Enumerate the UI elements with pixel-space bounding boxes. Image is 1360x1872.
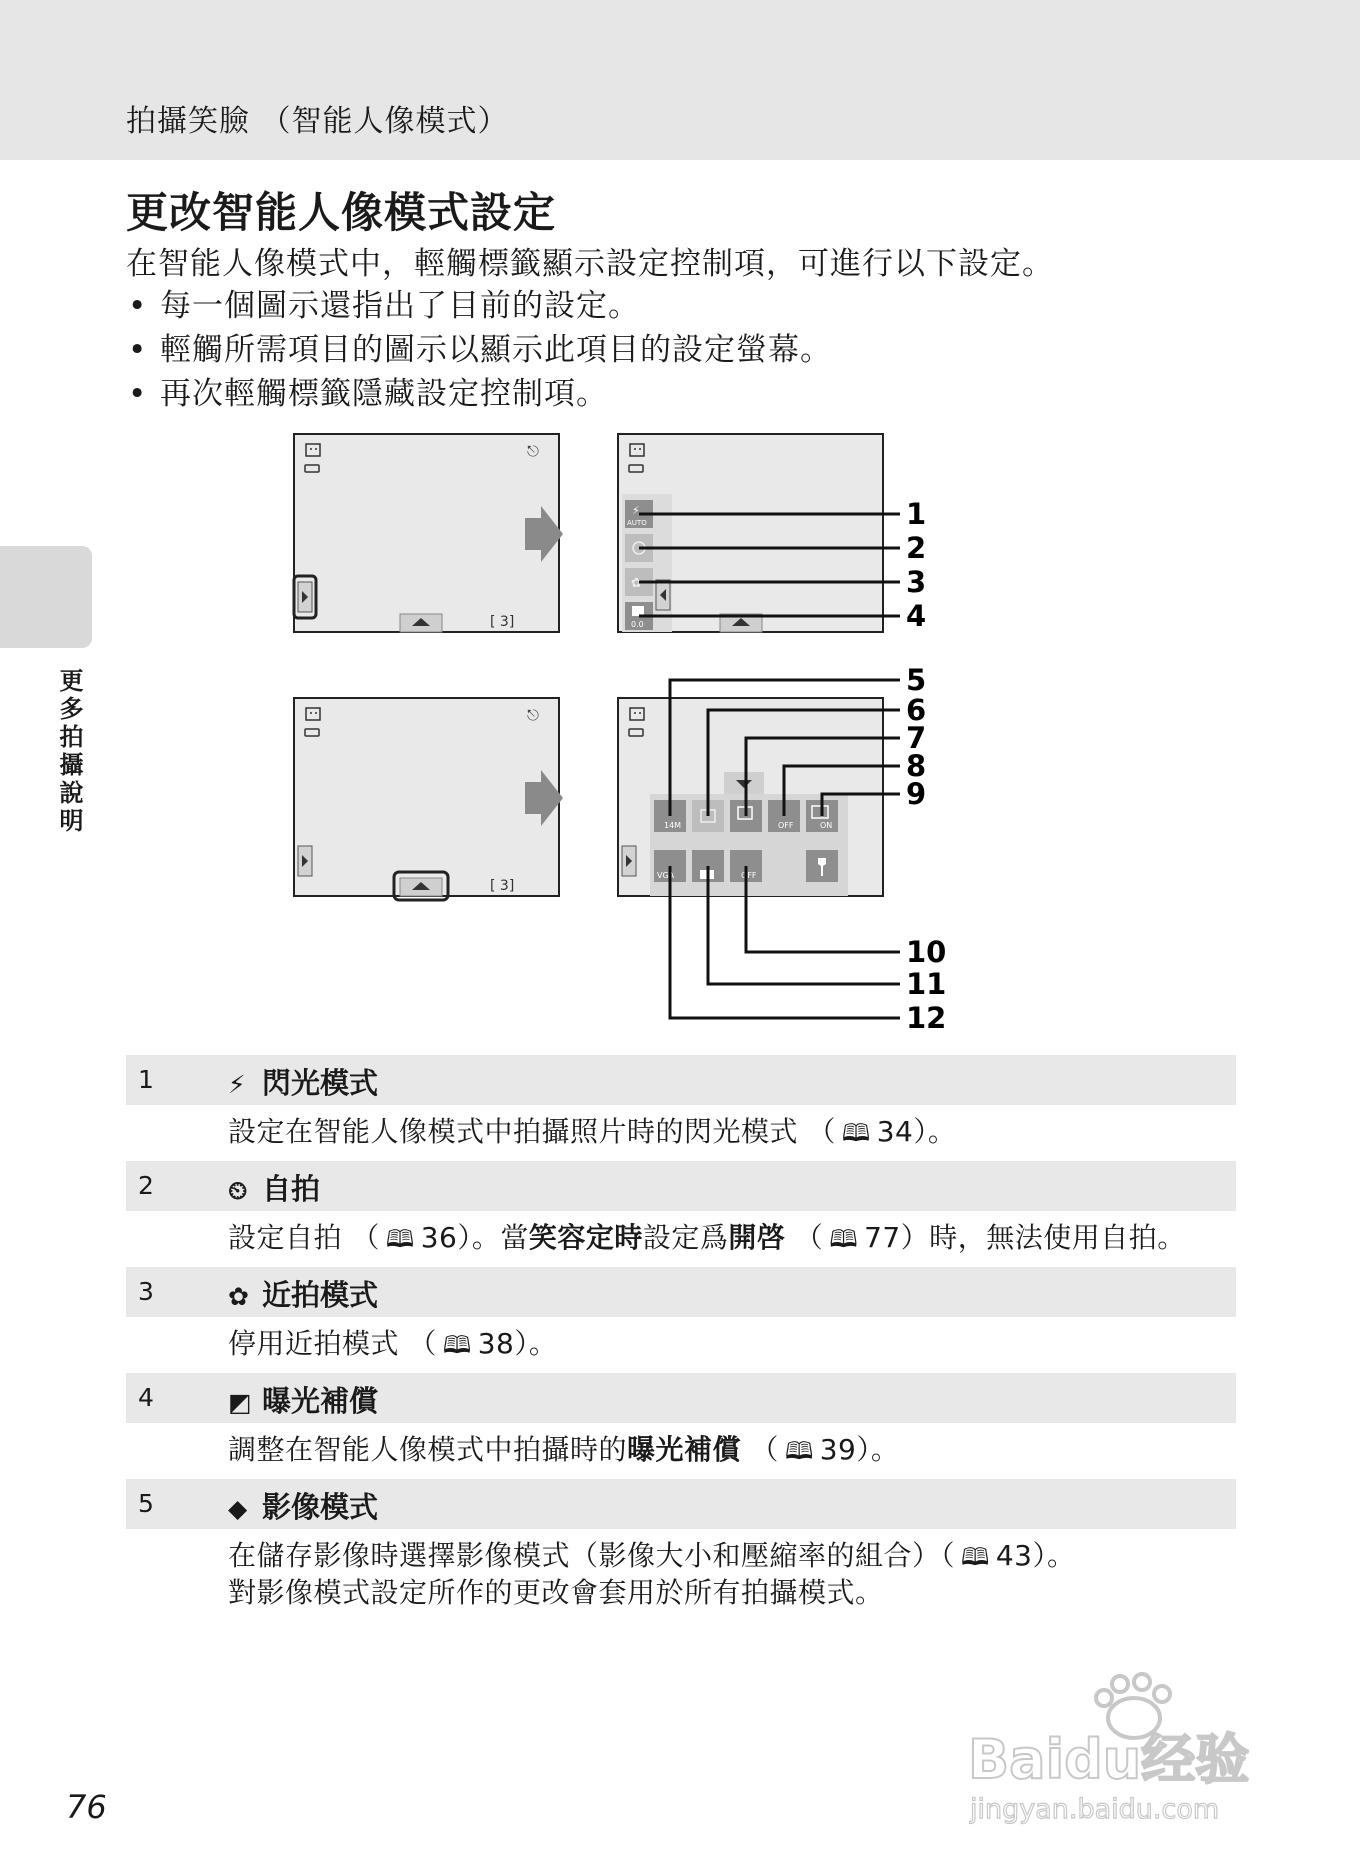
item-title [228, 1273, 378, 1314]
bottom-tab-button[interactable] [400, 878, 442, 896]
item-description [126, 1211, 1236, 1267]
settings-diagram [280, 430, 1080, 1040]
wind-noise-off-label: OFF [741, 871, 757, 880]
svg-text:✿: ✿ [631, 576, 642, 591]
blink-warning-on-label: ON [820, 821, 833, 830]
exposure-value: 0.0 [631, 620, 644, 629]
callout-7: 7 [906, 721, 927, 755]
setup-wrench-icon[interactable] [806, 850, 838, 882]
frames-remaining: [ 3] [490, 614, 515, 630]
callout-8: 8 [906, 749, 927, 783]
settings-tab-button[interactable] [622, 846, 636, 876]
callout-5: 5 [906, 663, 927, 697]
body-text: 設定自拍 （ [228, 1221, 380, 1254]
callout-6: 6 [906, 693, 927, 727]
item-title-text: 閃光模式 [262, 1066, 379, 1100]
page-reference-number: 36 [420, 1221, 458, 1254]
intro-text: 在智能人像模式中，輕觸標籤顯示設定控制項，可進行以下設定。 [126, 246, 1054, 282]
callout-9: 9 [906, 777, 927, 811]
item-number: 5 [138, 1489, 154, 1518]
item-description [126, 1105, 1236, 1161]
page-reference-number: 43 [995, 1539, 1033, 1572]
settings-description-table [126, 1055, 1236, 1620]
body-text: ）。當 [457, 1221, 529, 1254]
body-text: ）。 [1032, 1539, 1076, 1572]
section-title: 拍攝笑臉 （智能人像模式） [126, 104, 509, 139]
body-text: 對影像模式設定所作的更改會套用於所有拍攝模式。 [228, 1576, 884, 1609]
page-number: 76 [66, 1788, 107, 1826]
screen-b [618, 434, 926, 633]
screen-c [294, 698, 559, 900]
movie-size-label: VGA [657, 871, 675, 880]
item-description [126, 1529, 1236, 1620]
body-text: （ [785, 1221, 824, 1254]
image-mode-icon: ◆ [228, 1494, 248, 1523]
item-title [228, 1485, 378, 1526]
page-reference [823, 1221, 900, 1254]
item-row-header [126, 1479, 1236, 1529]
exposure-compensation-icon: ◩ [228, 1388, 252, 1417]
side-tab [0, 546, 92, 648]
body-text: （ [741, 1433, 779, 1466]
watermark-brand: Baidu经验 [968, 1728, 1250, 1791]
watermark-logo [968, 1668, 1288, 1828]
frames-remaining: [ 3] [490, 878, 515, 894]
page-reference-number: 77 [864, 1221, 901, 1254]
callout-10: 10 [906, 935, 947, 969]
body-text: ）。 [856, 1433, 900, 1466]
collapse-tab-button[interactable] [656, 580, 670, 610]
settings-tab-button[interactable] [298, 846, 312, 876]
page-reference-number: 39 [819, 1433, 857, 1466]
body-text: 調整在智能人像模式中拍攝時的 [228, 1433, 628, 1466]
item-description [126, 1423, 1236, 1479]
emphasis-text: 開啓 [728, 1221, 786, 1254]
book-icon: 🕮 [841, 1119, 871, 1147]
body-text: 停用近拍模式 （ [228, 1327, 437, 1360]
book-icon: 🕮 [784, 1437, 814, 1465]
bullet-item: • 再次輕觸標籤隱藏設定控制項。 [126, 372, 832, 416]
body-text: ）。 [514, 1327, 558, 1360]
settings-tab-button[interactable] [298, 582, 312, 612]
page-reference-number: 34 [876, 1115, 914, 1148]
page-reference [955, 1539, 1032, 1572]
page-reference [437, 1327, 514, 1360]
item-title [228, 1379, 378, 1420]
callout-3: 3 [906, 565, 927, 599]
book-icon: 🕮 [385, 1225, 415, 1253]
bullet-item: • 輕觸所需項目的圖示以顯示此項目的設定螢幕。 [126, 328, 832, 372]
emphasis-text: 曝光補償 [627, 1433, 742, 1466]
page-reference [380, 1221, 457, 1254]
item-title-text: 影像模式 [262, 1490, 379, 1524]
book-icon: 🕮 [442, 1331, 472, 1359]
bullet-item: • 每一個圖示還指出了目前的設定。 [126, 284, 832, 328]
vibration-icon: ⎋ [527, 442, 539, 460]
book-icon: 🕮 [829, 1225, 859, 1253]
page-reference [836, 1115, 913, 1148]
item-title-text: 曝光補償 [262, 1384, 379, 1418]
bullet-list [126, 284, 832, 416]
callout-4: 4 [906, 599, 927, 633]
callout-11: 11 [906, 967, 947, 1001]
watermark-url: jingyan.baidu.com [970, 1794, 1220, 1825]
self-timer-icon: ⏲ [228, 1176, 248, 1205]
body-text: 設定爲 [642, 1221, 729, 1254]
item-title [228, 1061, 378, 1102]
item-title [228, 1167, 320, 1208]
side-tab-label: 更多拍攝說明 [55, 668, 83, 836]
callout-1: 1 [906, 497, 927, 531]
item-number: 3 [138, 1277, 154, 1306]
item-row-header [126, 1055, 1236, 1105]
book-icon: 🕮 [961, 1543, 990, 1571]
item-number: 4 [138, 1383, 154, 1412]
screen-a [294, 434, 559, 632]
menu-collapse-button[interactable] [724, 772, 764, 794]
item-description [126, 1317, 1236, 1373]
blink-proof-off-label: OFF [778, 821, 794, 830]
body-text: 在儲存影像時選擇影像模式（影像大小和壓縮率的組合）（ [228, 1539, 956, 1572]
flash-icon: ⚡ [228, 1070, 246, 1099]
item-title-text: 近拍模式 [262, 1278, 379, 1312]
item-title-text: 自拍 [262, 1172, 321, 1206]
body-text: ）時，無法使用自拍。 [900, 1221, 1186, 1254]
page-heading: 更改智能人像模式設定 [126, 188, 557, 237]
svg-text:⚡: ⚡ [632, 504, 640, 517]
vibration-icon: ⎋ [527, 706, 539, 724]
body-text: 設定在智能人像模式中拍攝照片時的閃光模式 （ [228, 1115, 836, 1148]
flash-auto-label: AUTO [627, 519, 647, 527]
page-reference-number: 38 [477, 1327, 515, 1360]
image-size-label: 14M [664, 821, 682, 830]
screen-d [618, 663, 946, 1035]
item-row-header [126, 1267, 1236, 1317]
emphasis-text: 笑容定時 [528, 1221, 643, 1254]
callout-2: 2 [906, 531, 927, 565]
item-row-header [126, 1161, 1236, 1211]
page-reference [779, 1433, 856, 1466]
item-row-header [126, 1373, 1236, 1423]
callout-12: 12 [906, 1001, 947, 1035]
body-text: ）。 [913, 1115, 957, 1148]
item-number: 2 [138, 1171, 154, 1200]
macro-flower-icon: ✿ [228, 1282, 249, 1311]
bottom-tab-button[interactable] [400, 614, 442, 632]
item-number: 1 [138, 1065, 154, 1094]
